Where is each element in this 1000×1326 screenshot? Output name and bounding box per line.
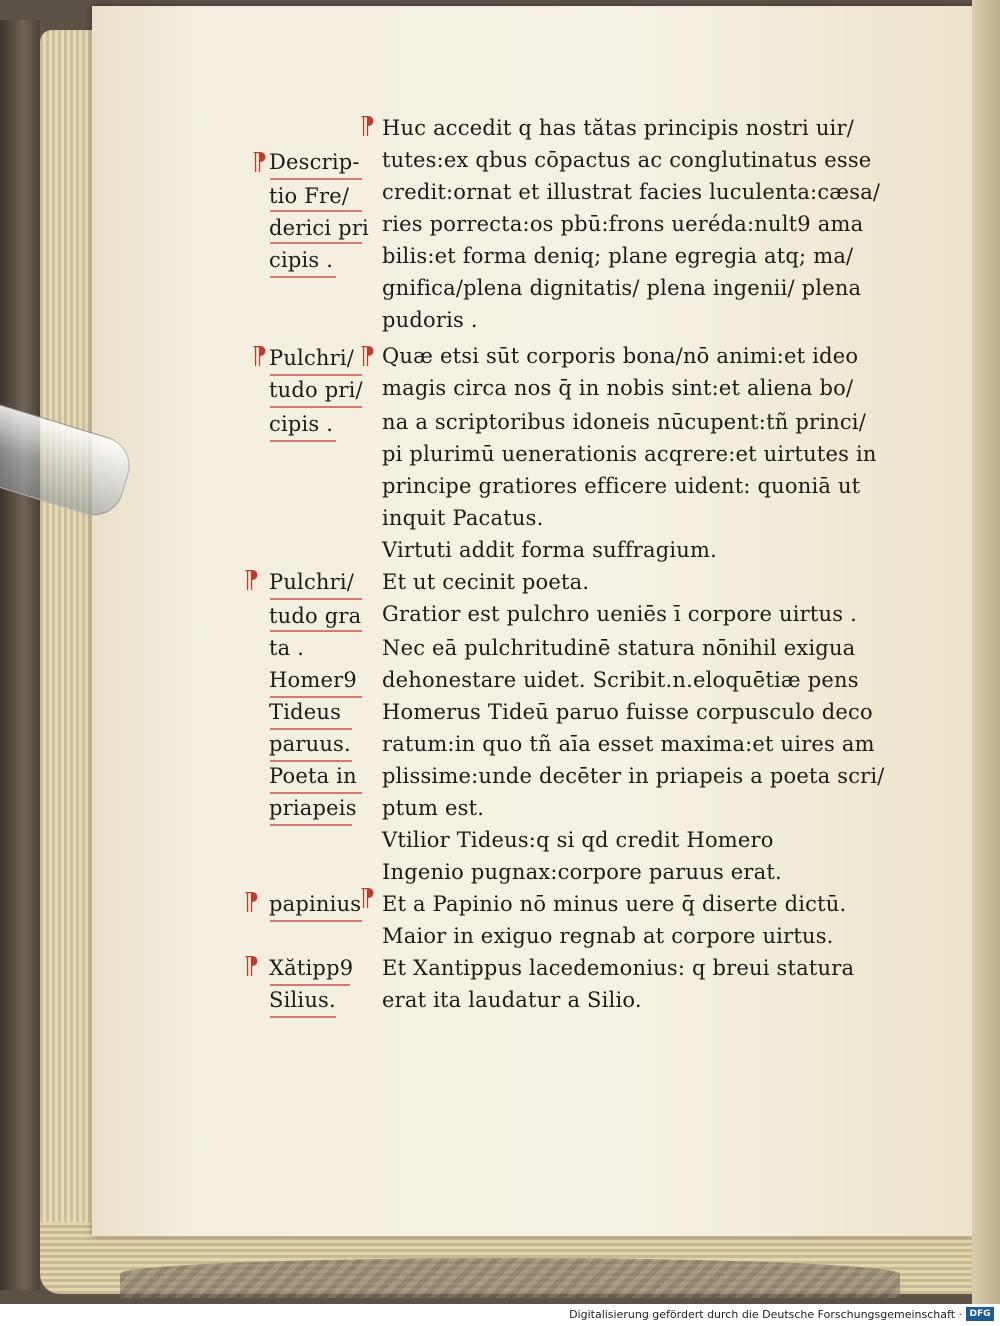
text-line: Huc accedit q has tătas principis nostri uir/ xyxy=(382,116,854,140)
rubric-underline xyxy=(270,792,362,794)
text-line: erat ita laudatur a Silio. xyxy=(382,988,642,1012)
rubric-underline xyxy=(270,920,362,922)
text-line: ries porrecta:os pbū:frons ueréda:nult9 ama xyxy=(382,212,864,236)
binding xyxy=(120,1258,900,1298)
text-line: credit:ornat et illustrat facies luculenta:cæsa/ xyxy=(382,180,881,204)
text-line: ratum:in quo tñ aīa esset maxima:et uires am xyxy=(382,732,875,756)
text-line: Et ut cecinit poeta. xyxy=(382,570,590,594)
margin-note: Homer9 xyxy=(269,668,357,692)
text-line: Et Xantippus lacedemonius: q breui statura xyxy=(382,956,855,980)
pilcrow-mark: ⁋ xyxy=(252,148,268,176)
pilcrow-mark: ⁋ xyxy=(244,952,260,980)
text-line: Maior in exiguo regnab at corpore uirtus. xyxy=(382,924,834,948)
margin-note: Pulchri/ xyxy=(269,570,355,594)
rubric-underline xyxy=(270,984,350,986)
margin-note: Tideus xyxy=(269,700,342,724)
rubric-underline xyxy=(270,210,362,212)
right-page-edge xyxy=(972,0,1000,1304)
margin-note: priapeis xyxy=(269,796,357,820)
margin-note: Silius. xyxy=(269,988,336,1012)
rubric-underline xyxy=(270,276,336,278)
margin-note: cipis . xyxy=(269,412,334,436)
margin-note: derici pri xyxy=(269,216,369,240)
text-line: Nec eā pulchritudinē statura nōnihil exigua xyxy=(382,636,856,660)
book-cover-edge xyxy=(0,20,40,1290)
pilcrow-mark: ⁋ xyxy=(360,112,376,140)
text-line: Ingenio pugnax:corpore paruus erat. xyxy=(382,860,782,884)
text-line: plissime:unde decēter in priapeis a poeta scri/ xyxy=(382,764,885,788)
rubric-underline xyxy=(270,374,362,376)
text-line: na a scriptoribus idoneis nūcupent:tñ princi/ xyxy=(382,410,866,434)
text-line: Virtuti addit forma suffragium. xyxy=(382,538,718,562)
pilcrow-mark: ⁋ xyxy=(360,884,376,912)
pilcrow-mark: ⁋ xyxy=(360,342,376,370)
text-line: Et a Papinio nō minus uere q̄ diserte dictū. xyxy=(382,892,847,916)
rubric-underline xyxy=(270,728,352,730)
text-line: ptum est. xyxy=(382,796,485,820)
text-line: pudoris . xyxy=(382,308,478,332)
margin-note: Descrip- xyxy=(269,150,360,174)
text-line: dehonestare uidet. Scribit.n.eloquētiæ pens xyxy=(382,668,859,692)
text-line: inquit Pacatus. xyxy=(382,506,544,530)
margin-note: tudo gra xyxy=(269,604,362,628)
rubric-underline xyxy=(270,1016,336,1018)
rubric-underline xyxy=(270,760,352,762)
text-line: gnifica/plena dignitatis/ plena ingenii/ plena xyxy=(382,276,862,300)
text-line: Gratior est pulchro ueniēs ī corpore uirtus . xyxy=(382,602,857,626)
text-line: Vtilior Tideus:q si qd credit Homero xyxy=(382,828,774,852)
margin-note: Xătipp9 xyxy=(269,956,354,980)
footer-credit: Digitalisierung gefördert durch die Deutsche Forschungsgemeinschaft · xyxy=(569,1308,962,1321)
dfg-logo: DFG xyxy=(966,1307,994,1321)
rubric-underline xyxy=(270,242,362,244)
margin-note: cipis . xyxy=(269,248,334,272)
rubric-underline xyxy=(270,598,362,600)
margin-note: tudo pri/ xyxy=(269,378,363,402)
margin-note: papinius xyxy=(269,892,362,916)
pilcrow-mark: ⁋ xyxy=(252,342,268,370)
text-line: bilis:et forma deniq; plane egregia atq; ma/ xyxy=(382,244,854,268)
text-line: principe gratiores efficere uident: quoniā ut xyxy=(382,474,861,498)
margin-note: paruus. xyxy=(269,732,351,756)
text-line: tutes:ex qbus cōpactus ac conglutinatus esse xyxy=(382,148,872,172)
rubric-underline xyxy=(270,630,362,632)
pilcrow-mark: ⁋ xyxy=(244,888,260,916)
margin-note: Poeta in xyxy=(269,764,357,788)
text-line: magis circa nos q̄ in nobis sint:et aliena bo/ xyxy=(382,376,854,400)
text-line: Homerus Tideū paruo fuisse corpusculo deco xyxy=(382,700,873,724)
margin-note: ta . xyxy=(269,636,305,660)
text-line: pi plurimū uenerationis acqrere:et uirtutes in xyxy=(382,442,877,466)
rubric-underline xyxy=(270,696,362,698)
rubric-underline xyxy=(270,824,352,826)
rubric-underline xyxy=(270,440,336,442)
pilcrow-mark: ⁋ xyxy=(244,566,260,594)
text-line: Quæ etsi sūt corporis bona/nō animi:et ideo xyxy=(382,344,859,368)
rubric-underline xyxy=(270,178,362,180)
rubric-underline xyxy=(270,406,362,408)
margin-note: Pulchri/ xyxy=(269,346,355,370)
margin-note: tio Fre/ xyxy=(269,184,350,208)
